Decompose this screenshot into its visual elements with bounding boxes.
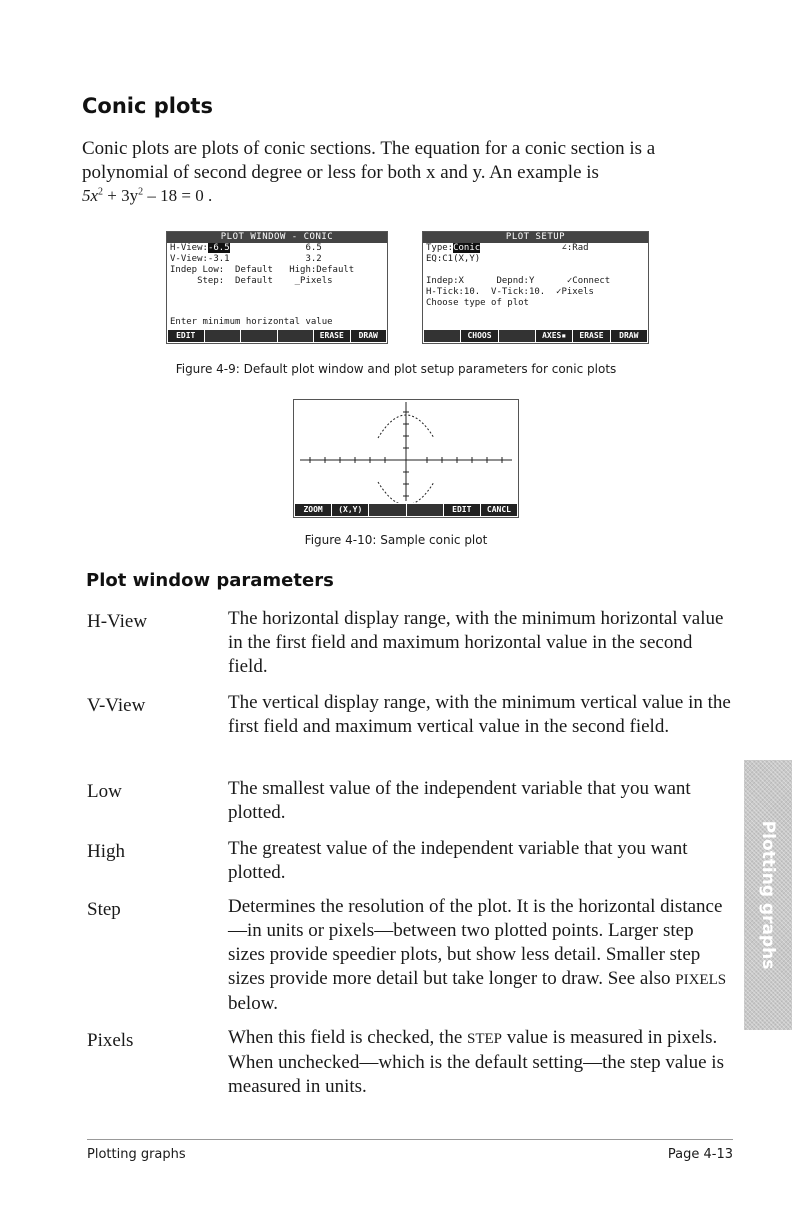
softkey-blank [278, 330, 314, 342]
softkey-blank [369, 504, 405, 516]
hview-row: H-View:-6.5 6.5 [170, 243, 322, 253]
softkey-zoom[interactable]: ZOOM [295, 504, 331, 516]
hint-row: Choose type of plot [426, 298, 529, 308]
term-hview: H-View [87, 611, 148, 632]
section-title: Conic plots [82, 94, 213, 118]
def-pixels: When this field is checked, the STEP value is measured in pixels. When unchecked—which is the default setting—the step value is measured in units. [228, 1027, 724, 1097]
softkey-cancel[interactable]: CANCL [481, 504, 517, 516]
screen-title-bar: PLOT SETUP [423, 232, 648, 243]
params-heading: Plot window parameters [86, 570, 334, 591]
term-step: Step [87, 899, 121, 920]
chapter-side-tab-label: Plotting graphs [758, 820, 778, 970]
indep-row: Indep Low: Default High:Default [170, 265, 355, 275]
def-low: The smallest value of the independent variable that you want plotted. [228, 778, 691, 823]
figure-10-caption: Figure 4-10: Sample conic plot [304, 533, 488, 547]
tick-row: H-Tick:10. V-Tick:10. ✓Pixels [426, 287, 594, 297]
conic-plot-screen [293, 399, 519, 518]
softkey-choose[interactable]: CHOOS [461, 330, 497, 342]
step-row: Step: Default _Pixels [170, 276, 333, 286]
plot-setup-screen [422, 231, 649, 344]
softkey-blank [499, 330, 535, 342]
softkey-menu [424, 330, 647, 342]
def-step: Determines the resolution of the plot. It is the horizontal distance—in units or pixels—between two plotted points. Larger step sizes provide speedier plots, but show less detail. Smaller step sizes provide more detail but take longer to draw. See also PIXELS below. [228, 896, 727, 1014]
vview-row: V-View:-3.1 3.2 [170, 254, 322, 264]
softkey-draw[interactable]: DRAW [351, 330, 387, 342]
eq-row: EQ:C1(X,Y) [426, 254, 481, 264]
softkey-edit[interactable]: EDIT [444, 504, 480, 516]
type-row: Type:Conic ∠:Rad [426, 243, 589, 253]
y-axis [403, 402, 409, 501]
softkey-menu [295, 504, 517, 516]
conic-plot [294, 400, 518, 503]
footer-page-number: Page 4-13 [667, 1147, 733, 1162]
softkey-blank [424, 330, 460, 342]
softkey-blank [407, 504, 443, 516]
softkey-draw[interactable]: DRAW [611, 330, 647, 342]
softkey-erase[interactable]: ERASE [573, 330, 609, 342]
term-pixels: Pixels [87, 1030, 134, 1051]
softkey-blank [241, 330, 277, 342]
figure-9-caption: Figure 4-9: Default plot window and plot setup parameters for conic plots [175, 362, 617, 376]
footer-chapter: Plotting graphs [87, 1147, 186, 1162]
term-vview: V-View [87, 695, 146, 716]
softkey-erase[interactable]: ERASE [314, 330, 350, 342]
screen-title-bar: PLOT WINDOW - CONIC [167, 232, 387, 243]
softkey-blank [205, 330, 241, 342]
plot-menu-wrap [294, 503, 518, 517]
def-high: The greatest value of the independent variable that you want plotted. [228, 838, 688, 883]
footer-rule [87, 1139, 733, 1140]
indep-row: Indep:X Depnd:Y ✓Connect [426, 276, 611, 286]
term-low: Low [87, 781, 122, 802]
intro-paragraph: Conic plots are plots of conic sections. The equation for a conic section is a polynomial of second degree or less for both x and y. An example is [82, 138, 656, 183]
softkey-menu [168, 330, 386, 342]
softkey-xy[interactable]: (X,Y) [332, 504, 368, 516]
type-field[interactable]: Conic [453, 243, 481, 253]
softkey-axes[interactable]: AXES▪ [536, 330, 572, 342]
plot-window-screen [166, 231, 388, 344]
def-vview: The vertical display range, with the minimum vertical value in the first field and maximum vertical value in the second field. [228, 692, 731, 737]
example-equation: $5x^2 + 3y^2 - 18 = 0$ . [82, 186, 213, 205]
hview-min-field[interactable]: -6.5 [207, 243, 230, 253]
def-hview: The horizontal display range, with the minimum horizontal value in the first field and maximum horizontal value in the second field. [228, 608, 724, 677]
term-high: High [87, 841, 125, 862]
hint-row: Enter minimum horizontal value [170, 317, 333, 327]
softkey-edit[interactable]: EDIT [168, 330, 204, 342]
